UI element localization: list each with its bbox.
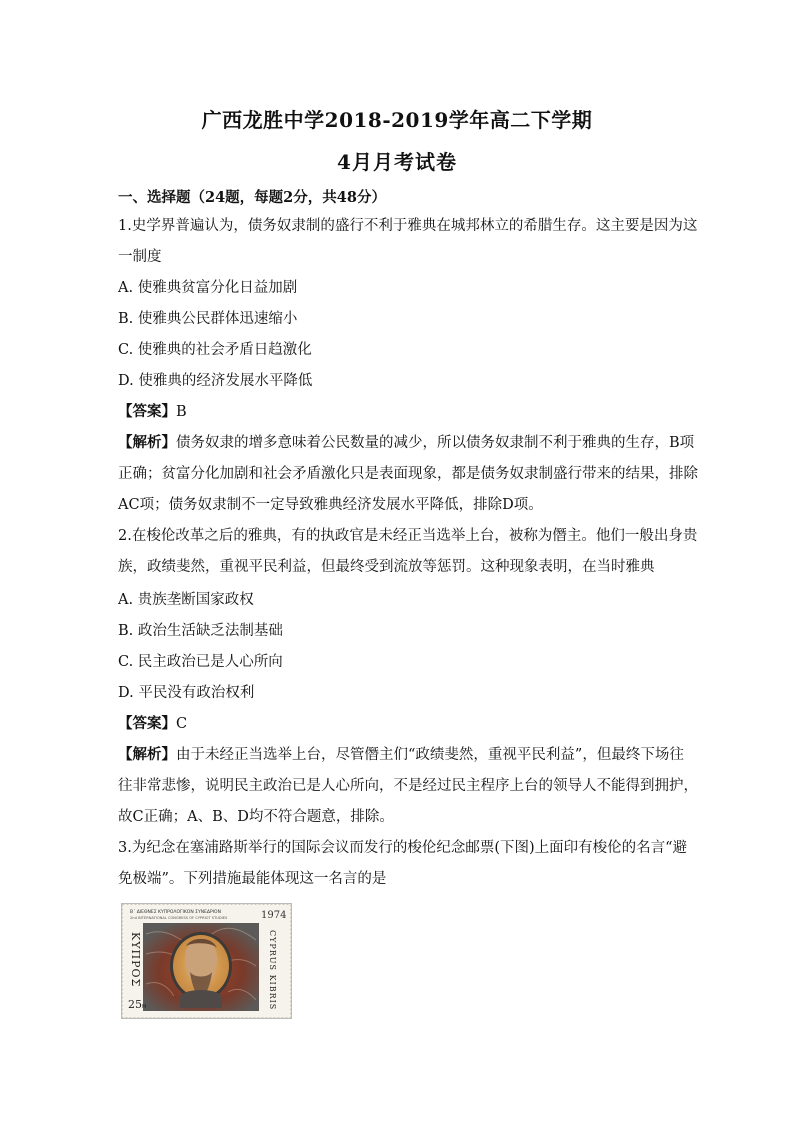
question-1-answer	[118, 402, 683, 422]
question-1-option-c: C. 使雅典的社会矛盾日趋激化	[118, 342, 312, 358]
stamp-year: 1974	[261, 910, 287, 921]
analysis-text: 债务奴隶的增多意味着公民数量的减少，所以债务奴隶制不利于雅典的生存，B项	[176, 435, 695, 451]
question-1-option-b: B. 使雅典公民群体迅速缩小	[118, 311, 298, 327]
question-3-line-2: 免极端”。下列措施最能体现这一名言的是	[118, 871, 387, 887]
question-2-option-b: B. 政治生活缺乏法制基础	[118, 623, 283, 639]
section-heading: 一、选择题（24题，每题2分，共48分）	[118, 189, 386, 206]
question-1-option-d: D. 使雅典的经济发展水平降低	[118, 373, 313, 389]
stamp-header-greek: Β΄ ΔΙΕΘΝΕΣ ΚΥΠΡΟΛΟΓΙΚΟΝ ΣΥΝΕΔΡΙΟΝ	[130, 910, 221, 915]
question-1-analysis-line-3: AC项；债务奴隶制不一定导致雅典经济发展水平降低，排除D项。	[118, 497, 543, 513]
stamp-illustration	[122, 904, 291, 1018]
answer-tag: 【答案】	[118, 715, 176, 732]
stamp-value: 25	[128, 998, 142, 1011]
question-2-analysis-line-2: 往非常悲惨，说明民主政治已是人心所向，不是经过民主程序上台的领导人不能得到拥护，	[118, 778, 698, 794]
answer-value: B	[176, 404, 187, 420]
document-title: 广西龙胜中学2018-2019学年高二下学期	[201, 108, 593, 132]
question-1-analysis	[118, 433, 695, 453]
stamp-header-english: 2nd INTERNATIONAL CONGRESS OF CYPRIOT STUDIES	[130, 916, 228, 920]
stamp-greek-country: ΚΥΠΡΟΣ	[129, 932, 142, 988]
question-3-line-1: 3.为纪念在塞浦路斯举行的国际会议而发行的梭伦纪念邮票(下图)上面印有梭伦的名言“避	[118, 840, 688, 856]
answer-tag: 【答案】	[118, 403, 176, 420]
question-2-analysis	[118, 745, 683, 765]
question-2-answer	[118, 714, 683, 734]
document-subtitle: 4月月考试卷	[337, 150, 457, 174]
question-2-line-1: 2.在梭伦改革之后的雅典，有的执政官是未经正当选举上台，被称为僭主。他们一般出身贵	[118, 528, 698, 544]
question-1-option-a: A. 使雅典贫富分化日益加剧	[118, 280, 298, 296]
question-2-option-a: A. 贵族垄断国家政权	[118, 592, 254, 608]
question-1-line-2: 一制度	[118, 249, 162, 265]
question-2-line-2: 族，政绩斐然，重视平民利益，但最终受到流放等惩罚。这种现象表明，在当时雅典	[118, 559, 655, 575]
answer-value: C	[176, 716, 188, 732]
analysis-tag: 【解析】	[118, 434, 176, 451]
question-2-option-d: D. 平民没有政治权利	[118, 685, 255, 701]
stamp-country-name: CYPRUS KIBRIS	[268, 930, 277, 1011]
question-2-analysis-line-3: 故C正确；A、B、D均不符合题意，排除。	[118, 809, 394, 825]
analysis-tag: 【解析】	[118, 746, 176, 763]
stamp-value-unit: M	[142, 1004, 147, 1010]
question-1-line-1: 1.史学界普遍认为，债务奴隶制的盛行不利于雅典在城邦林立的希腊生存。这主要是因为这	[118, 218, 698, 234]
solon-stamp-image	[121, 903, 292, 1019]
question-1-analysis-line-2: 正确；贫富分化加剧和社会矛盾激化只是表面现象，都是债务奴隶制盛行带来的结果，排除	[118, 466, 698, 482]
analysis-text: 由于未经正当选举上台，尽管僭主们“政绩斐然，重视平民利益”，但最终下场往	[176, 747, 684, 763]
question-2-option-c: C. 民主政治已是人心所向	[118, 654, 283, 670]
